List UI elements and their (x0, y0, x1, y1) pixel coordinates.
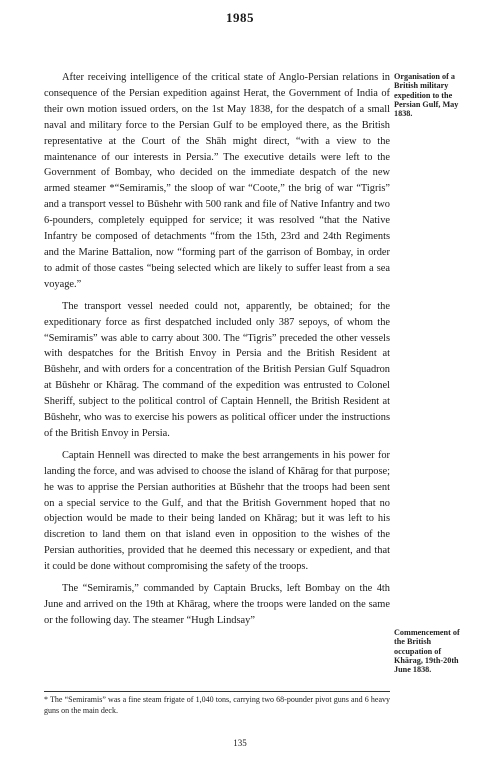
footnote: * The “Semiramis” was a fine steam frigate of 1,040 tons, carrying two 68-pounder pivot guns and 6 heavy guns on the main deck. (44, 695, 390, 715)
footer-page-number: 135 (233, 738, 247, 748)
margin-note-organisation: Organisation of a British military expedition to the Persian Gulf, May 1838. (394, 72, 459, 119)
paragraph: The transport vessel needed could not, apparently, be obtained; for the expeditionary force as first despatched included only 387 sepoys, of whom the “Semiramis” was able to carry about 300. The “Tigris” preceded the other vessels with despatches for the British Envoy in Persia and the British Resident at Būshehr, and with orders for a concentration of the British Persian Gulf Squadron at Būshehr or Khārag. The command of the expedition was entrusted to Colonel Sheriff, subject to the political control of Captain Hennell, the British Resident at Būshehr, who was to exercise his powers as political officer under the instructions of the British Envoy in Persia. (44, 300, 390, 439)
page-number: 1985 (226, 10, 254, 25)
margin-note-kharag-occupation: Commencement of the British occupation of Khārag, 19th-20th June 1838. (394, 628, 460, 675)
paragraph: Captain Hennell was directed to make the best arrangements in his power for landing the force, and was advised to choose the island of Khārag for that purpose; he was to apprise the Persian authorities at Būshehr that the troops had been sent on a special service to the Gulf, and that the British Government hoped that no objection would be made to their being landed on Khārag; but it was left to his discretion to land them on that island even in opposition to the wishes of the Persian authorities, provided that he deemed this necessary or expedient, and that it could be done without compromising the safety of the troops. (44, 449, 390, 573)
main-text (44, 70, 390, 631)
paragraph: After receiving intelligence of the critical state of Anglo-Persian relations in consequence of the Persian expedition against Herat, the Government of India of their own motion issued orders, on the 1st May 1838, for the despatch of a small naval and military force to the Persian Gulf to be employed there, as the British representative at the Court of the Shāh might direct, “with a view to the maintenance of our interests in Persia.” The executive details were left to the Government of Bombay, who decided on the immediate despatch of the new armed steamer *“Semiramis,” the sloop of war “Coote,” the brig of war “Tigris” and a transport vessel to Būshehr with 500 rank and file of Native Infantry and two 6-pounders, completely equipped for service; it was resolved “that the Native Infantry be composed of detachments “from the 15th, 23rd and 24th Regiments and the Marine Battalion, now “forming part of the garrison of Bombay, in order to admit of those castes “being selected which are likely to suffer least from a sea voyage.” (44, 72, 390, 290)
footnote-rule (44, 691, 390, 692)
paragraph: The “Semiramis,” commanded by Captain Brucks, left Bombay on the 4th June and arrived on the 19th at Khārag, where the troops were landed on the same or the following day. The steamer “Hugh Lindsay” (44, 583, 390, 626)
